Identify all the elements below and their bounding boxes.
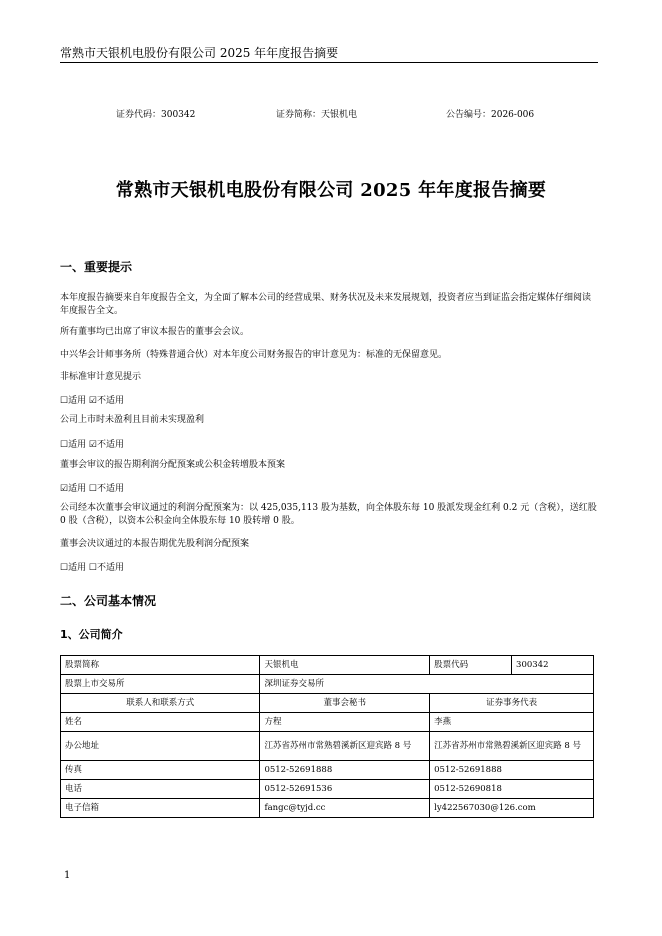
header-rule: [60, 62, 598, 63]
running-header: 常熟市天银机电股份有限公司 2025 年年度报告摘要: [60, 46, 339, 60]
table-cell: 电子信箱: [61, 799, 260, 818]
stock-short-name: 证券简称：天银机电: [276, 110, 358, 120]
table-row: [61, 656, 594, 675]
checkbox-line-unprofitable: ☐适用 ☑不适用: [60, 440, 124, 450]
table-row: [61, 713, 594, 732]
table-cell: 联系人和联系方式: [61, 694, 260, 713]
table-cell: 办公地址: [61, 732, 260, 761]
table-row: [61, 694, 594, 713]
table-cell: 传真: [61, 761, 260, 780]
table-cell: 李燕: [430, 713, 594, 732]
paragraph-nonstandard-audit: 非标准审计意见提示: [60, 372, 142, 382]
paragraph-dividend: 公司经本次董事会审议通过的利润分配预案为：以 425,035,113 股为基数，向全体股东每 10 股派发现金红利 0.2 元（含税），送红股 0 股（含税），以资本公积金向全体股东每 10 股转增 0 股。: [60, 503, 597, 526]
company-info-table: [60, 655, 594, 818]
paragraph-summary-source: 本年度报告摘要来自年度报告全文，为全面了解本公司的经营成果、财务状况及未来发展规划，投资者应当到证监会指定媒体仔细阅读年度报告全文。: [60, 293, 592, 316]
table-cell: 300342: [512, 656, 594, 675]
table-cell: 方程: [260, 713, 430, 732]
paragraph-board-attendance: 所有董事均已出席了审议本报告的董事会会议。: [60, 327, 250, 337]
document-title: 常熟市天银机电股份有限公司 2025 年年度报告摘要: [115, 180, 547, 201]
section-heading-basic-info: 二、公司基本情况: [60, 594, 157, 608]
table-cell: 股票上市交易所: [61, 675, 260, 694]
paragraph-preferred: 董事会决议通过的本报告期优先股利润分配预案: [60, 539, 250, 549]
table-row: [61, 761, 594, 780]
paragraph-audit-opinion: 中兴华会计师事务所（特殊普通合伙）对本年度公司财务报告的审计意见为：标准的无保留意见。: [60, 350, 448, 360]
paragraph-unprofitable: 公司上市时未盈利且目前未实现盈利: [60, 415, 205, 425]
checkbox-line-profit-plan: ☑适用 ☐不适用: [60, 484, 124, 494]
table-cell: 0512-52691536: [260, 780, 430, 799]
table-cell: 姓名: [61, 713, 260, 732]
table-cell: 天银机电: [260, 656, 430, 675]
table-cell: 深圳证券交易所: [260, 675, 594, 694]
table-cell: 0512-52691888: [430, 761, 594, 780]
table-cell: fangc@tyjd.cc: [260, 799, 430, 818]
paragraph-profit-plan: 董事会审议的报告期利润分配预案或公积金转增股本预案: [60, 460, 286, 470]
table-cell: 董事会秘书: [260, 694, 430, 713]
table-cell: ly422567030@126.com: [430, 799, 594, 818]
table-row: [61, 732, 594, 761]
table-cell: 0512-52690818: [430, 780, 594, 799]
subsection-company-profile: 1、公司简介: [60, 628, 123, 641]
table-cell: 股票简称: [61, 656, 260, 675]
table-cell: 江苏省苏州市常熟碧溪新区迎宾路 8 号: [260, 732, 430, 761]
table-row: [61, 799, 594, 818]
table-cell: 0512-52691888: [260, 761, 430, 780]
table-cell: 股票代码: [430, 656, 512, 675]
notice-number: 公告编号：2026-006: [446, 110, 535, 120]
section-heading-important: 一、重要提示: [60, 260, 133, 274]
page-number: 1: [64, 870, 71, 881]
checkbox-line-preferred: ☐适用 ☐不适用: [60, 563, 124, 573]
stock-code: 证券代码：300342: [116, 110, 196, 120]
checkbox-line-nonstandard: ☐适用 ☑不适用: [60, 396, 124, 406]
table-row: [61, 780, 594, 799]
table-row: [61, 675, 594, 694]
table-cell: 电话: [61, 780, 260, 799]
table-cell: 江苏省苏州市常熟碧溪新区迎宾路 8 号: [430, 732, 594, 761]
table-cell: 证券事务代表: [430, 694, 594, 713]
